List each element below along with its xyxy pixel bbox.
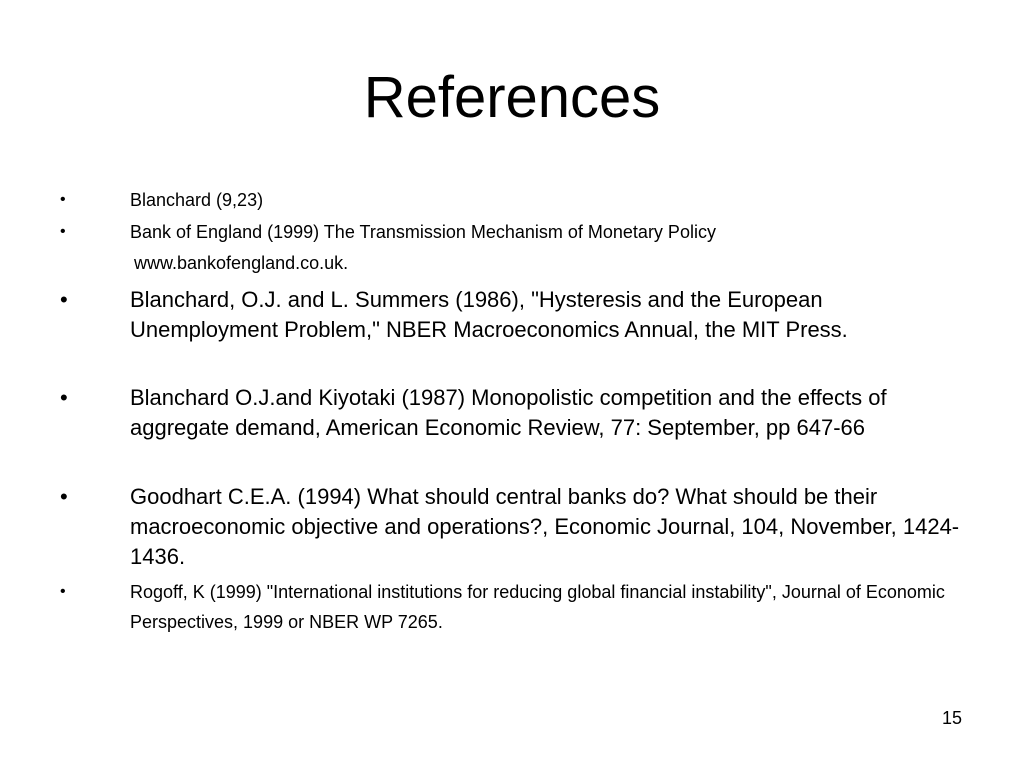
page-number: 15 bbox=[941, 708, 962, 728]
bullet-icon: • bbox=[60, 583, 66, 600]
reference-url: www.bankofengland.co.uk. bbox=[134, 253, 349, 273]
reference-text: Blanchard O.J.and Kiyotaki (1987) Monopolistic competition and the effects of aggregate demand, American Economic Review, 77: September, pp 647-66 bbox=[130, 385, 887, 440]
bullet-icon: • bbox=[60, 385, 68, 410]
reference-text: Blanchard (9,23) bbox=[130, 190, 264, 210]
bullet-icon: • bbox=[60, 484, 68, 509]
reference-text: Bank of England (1999) The Transmission Mechanism of Monetary Policy bbox=[130, 222, 716, 242]
slide-title: References bbox=[363, 65, 661, 130]
reference-text: Goodhart C.E.A. (1994) What should central banks do? What should be their macroeconomic objective and operations?, Economic Journal, 104, November, 1424-1436. bbox=[130, 484, 960, 569]
bullet-icon: • bbox=[60, 287, 68, 312]
reference-text: Rogoff, K (1999) "International institutions for reducing global financial instability", Journal of Economic Perspectives, 1999 or NBER WP 7265. bbox=[130, 582, 945, 632]
reference-text: Blanchard, O.J. and L. Summers (1986), "Hysteresis and the European Unemployment Problem," NBER Macroeconomics Annual, the MIT Press. bbox=[130, 287, 848, 342]
bullet-icon: • bbox=[60, 191, 66, 208]
bullet-icon: • bbox=[60, 223, 66, 240]
